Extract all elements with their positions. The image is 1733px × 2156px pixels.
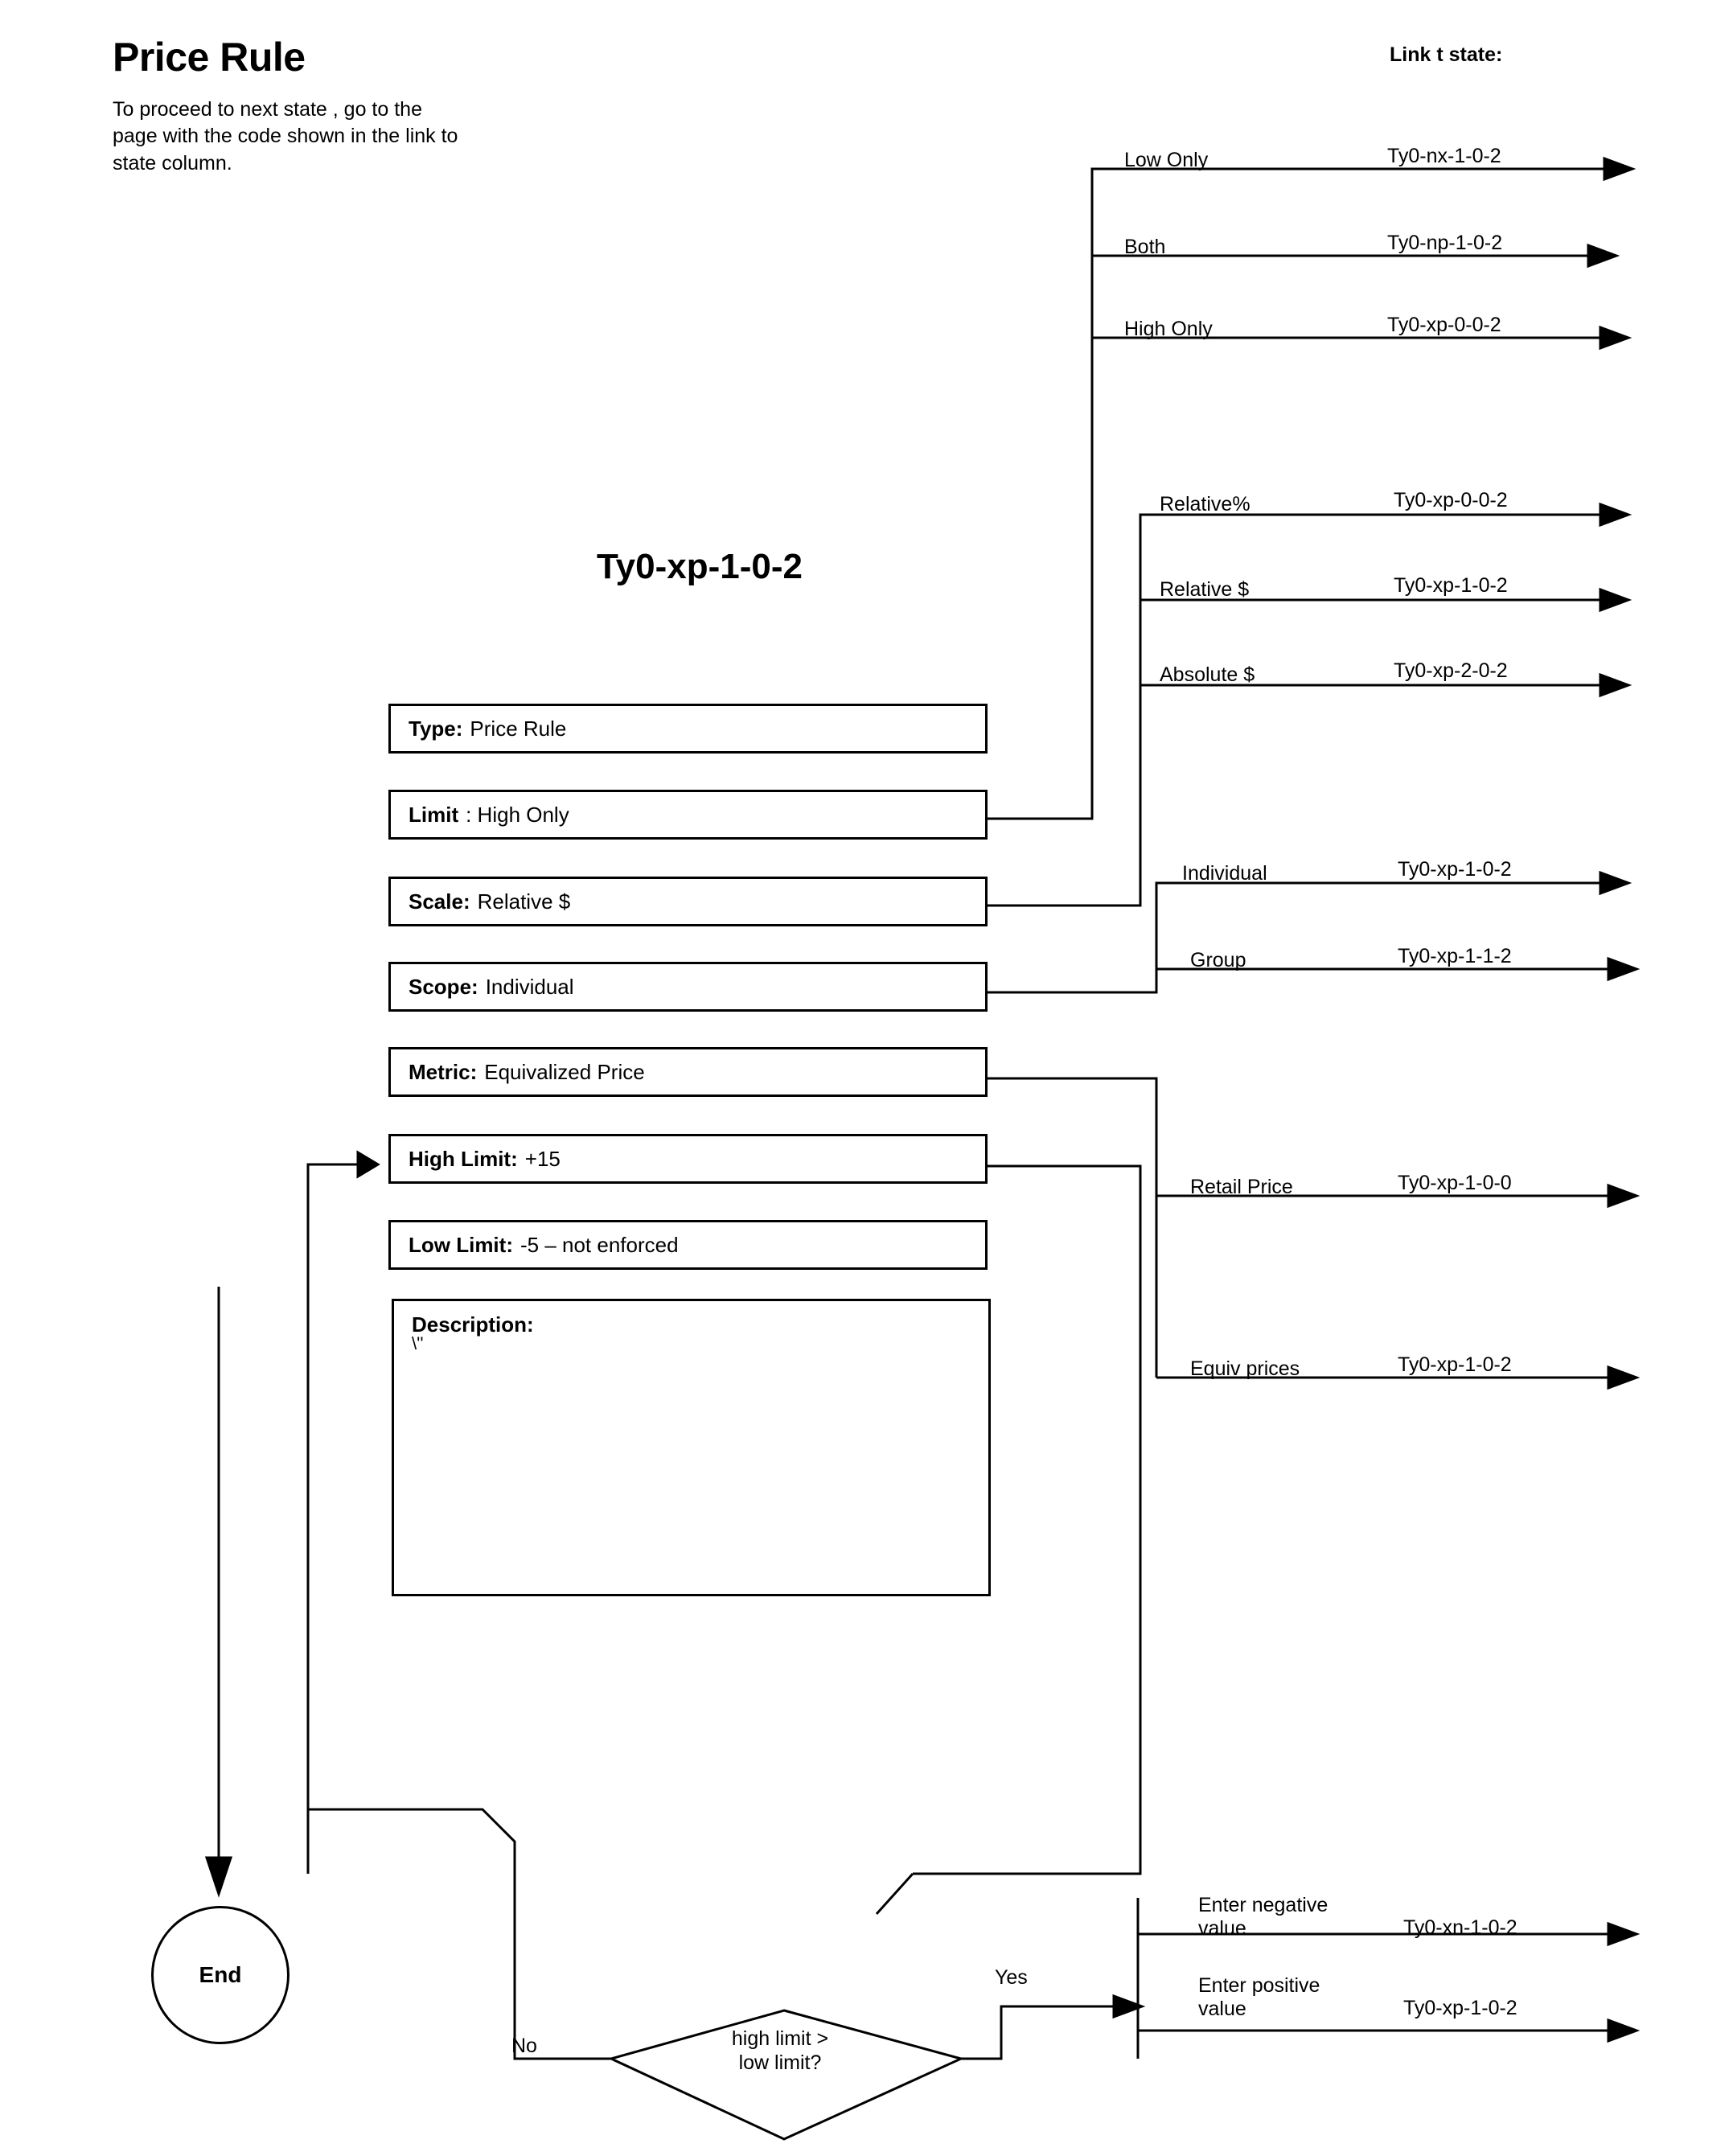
- branch-label-relative-percent: Relative%: [1160, 493, 1250, 515]
- branch-code-retail-price: Ty0-xp-1-0-0: [1398, 1172, 1512, 1194]
- branch-code-low-only: Ty0-nx-1-0-2: [1387, 145, 1501, 167]
- decision-no-label: No: [511, 2035, 537, 2057]
- branch-code-enter-positive: Ty0-xp-1-0-2: [1403, 1997, 1517, 2019]
- field-high-limit[interactable]: [388, 1134, 988, 1184]
- link-to-state-column-header: Link t state:: [1390, 43, 1503, 66]
- branch-code-both: Ty0-np-1-0-2: [1387, 232, 1503, 254]
- branch-label-enter-positive: Enter positive value: [1198, 1974, 1320, 2020]
- field-limit[interactable]: [388, 790, 988, 840]
- branch-label-both: Both: [1124, 236, 1166, 258]
- field-metric-value: Equivalized Price: [484, 1059, 645, 1084]
- page-subtitle: To proceed to next state , go to the page with the code shown in the link to state column.: [113, 98, 458, 175]
- branch-label-equiv-prices: Equiv prices: [1190, 1357, 1300, 1380]
- field-description-label: Description:: [412, 1312, 534, 1337]
- field-scope-value: Individual: [485, 974, 574, 999]
- branch-label-high-only: High Only: [1124, 318, 1213, 340]
- branch-label-relative-dollar: Relative $: [1160, 578, 1250, 601]
- branch-label-retail-price: Retail Price: [1190, 1176, 1293, 1198]
- branch-code-relative-percent: Ty0-xp-0-0-2: [1394, 489, 1508, 511]
- branch-label-group: Group: [1190, 949, 1246, 971]
- state-code: Ty0-xp-1-0-2: [597, 547, 803, 586]
- field-description[interactable]: [392, 1299, 991, 1596]
- field-metric-label: Metric:: [409, 1059, 478, 1084]
- field-type-label: Type:: [409, 716, 463, 741]
- field-low-limit-value: -5 – not enforced: [519, 1232, 679, 1257]
- field-scope[interactable]: [388, 962, 988, 1012]
- field-low-limit[interactable]: [388, 1220, 988, 1270]
- field-metric[interactable]: [388, 1047, 988, 1097]
- branch-code-high-only: Ty0-xp-0-0-2: [1387, 314, 1501, 336]
- field-scope-label: Scope:: [409, 974, 478, 999]
- field-limit-label: Limit: [409, 802, 459, 827]
- decision-node-label: high limit > low limit?: [731, 2027, 829, 2074]
- branch-code-individual: Ty0-xp-1-0-2: [1398, 858, 1512, 881]
- field-type[interactable]: [388, 704, 988, 754]
- field-description-value: \'': [412, 1333, 424, 1353]
- branch-label-individual: Individual: [1182, 862, 1267, 885]
- decision-yes-label: Yes: [995, 1966, 1028, 1989]
- field-scale-label: Scale:: [409, 889, 470, 914]
- branch-code-equiv-prices: Ty0-xp-1-0-2: [1398, 1353, 1512, 1376]
- field-low-limit-label: Low Limit:: [409, 1232, 513, 1257]
- field-limit-value: : High Only: [466, 802, 569, 827]
- branch-code-enter-negative: Ty0-xn-1-0-2: [1403, 1916, 1517, 1939]
- branch-label-low-only: Low Only: [1124, 149, 1209, 171]
- end-node: End: [151, 1906, 290, 2044]
- branch-label-enter-negative: Enter negative value: [1198, 1894, 1328, 1940]
- branch-label-absolute-dollar: Absolute $: [1160, 663, 1255, 686]
- page-title: Price Rule: [113, 35, 306, 80]
- field-scale[interactable]: [388, 877, 988, 926]
- branch-code-absolute-dollar: Ty0-xp-2-0-2: [1394, 659, 1508, 682]
- branch-code-group: Ty0-xp-1-1-2: [1398, 945, 1512, 967]
- field-type-value: Price Rule: [470, 716, 567, 741]
- field-scale-value: Relative $: [477, 889, 571, 914]
- field-high-limit-label: High Limit:: [409, 1146, 518, 1171]
- branch-code-relative-dollar: Ty0-xp-1-0-2: [1394, 574, 1508, 597]
- field-high-limit-value: +15: [524, 1146, 561, 1171]
